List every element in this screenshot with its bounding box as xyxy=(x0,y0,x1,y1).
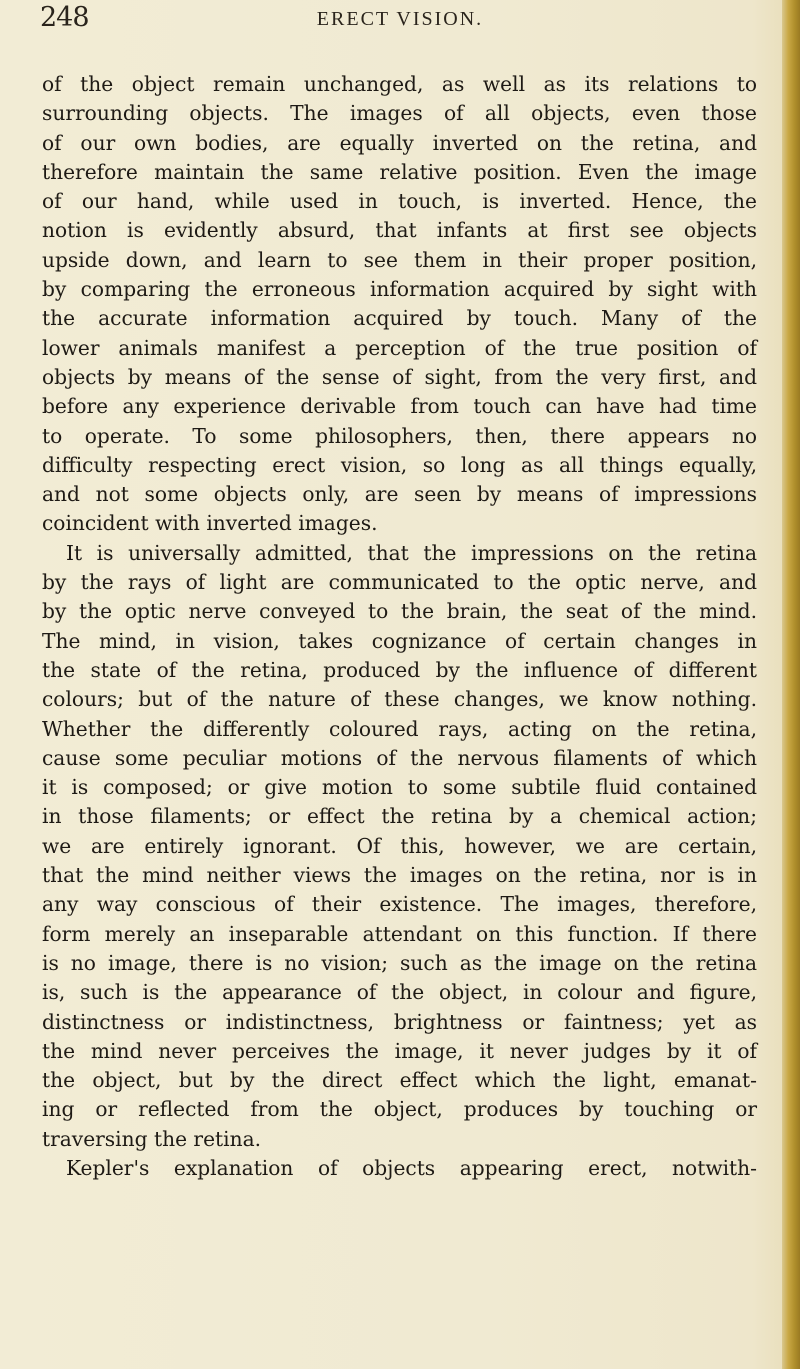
text-line: by comparing the erroneous information acquired by sight with xyxy=(42,277,757,302)
text-line: the object, but by the direct effect which the light, emanat- xyxy=(42,1068,757,1093)
text-line: the mind never perceives the image, it never judges by it of xyxy=(42,1038,757,1063)
text-line-paragraph-end: coincident with inverted images. xyxy=(42,511,378,536)
text-line: to operate. To some philosophers, then, there appears no xyxy=(42,423,757,448)
text-line: is no image, there is no vision; such as the image on the retina xyxy=(42,950,757,975)
text-line-paragraph-start: It is universally admitted, that the impressions on the retina xyxy=(66,540,757,565)
text-line: we are entirely ignorant. Of this, however, we are certain, xyxy=(42,833,757,858)
page-header xyxy=(40,2,760,42)
text-line: distinctness or indistinctness, brightness or faintness; yet as xyxy=(42,1009,757,1034)
text-line: and not some objects only, are seen by means of impressions xyxy=(42,482,757,507)
text-line: The mind, in vision, takes cognizance of certain changes in xyxy=(42,628,757,653)
text-line: colours; but of the nature of these changes, we know nothing. xyxy=(42,687,757,712)
text-line: Whether the differently coloured rays, acting on the retina, xyxy=(42,716,757,741)
text-line: objects by means of the sense of sight, from the very first, and xyxy=(42,364,757,389)
text-line: surrounding objects. The images of all objects, even those xyxy=(42,101,757,126)
text-line-paragraph-start: Kepler's explanation of objects appearing erect, notwith- xyxy=(66,1155,757,1180)
text-line: ing or reflected from the object, produces by touching or xyxy=(42,1097,757,1122)
text-line: difficulty respecting erect vision, so long as all things equally, xyxy=(42,452,757,477)
text-line: any way conscious of their existence. The images, therefore, xyxy=(42,892,757,917)
text-line: of our own bodies, are equally inverted on the retina, and xyxy=(42,130,757,155)
page-edge xyxy=(782,0,800,1369)
text-line: before any experience derivable from touch can have had time xyxy=(42,394,757,419)
text-line: cause some peculiar motions of the nervous filaments of which xyxy=(42,745,757,770)
body-text xyxy=(42,70,757,1183)
text-line: form merely an inseparable attendant on this function. If there xyxy=(42,921,757,946)
text-line: of our hand, while used in touch, is inverted. Hence, the xyxy=(42,189,757,214)
text-line: is, such is the appearance of the object, in colour and figure, xyxy=(42,980,757,1005)
text-line: by the optic nerve conveyed to the brain, the seat of the mind. xyxy=(42,599,757,624)
text-line: in those filaments; or effect the retina by a chemical action; xyxy=(42,804,757,829)
text-line: by the rays of light are communicated to the optic nerve, and xyxy=(42,570,757,595)
running-head: ERECT VISION. xyxy=(316,8,484,30)
text-line: notion is evidently absurd, that infants at first see objects xyxy=(42,218,757,243)
text-line: it is composed; or give motion to some subtile fluid contained xyxy=(42,775,757,800)
text-line: the accurate information acquired by touch. Many of the xyxy=(42,306,757,331)
text-line: upside down, and learn to see them in their proper position, xyxy=(42,247,757,272)
text-line: lower animals manifest a perception of the true position of xyxy=(42,335,757,360)
text-line: that the mind neither views the images on the retina, nor is in xyxy=(42,863,757,888)
text-line: therefore maintain the same relative position. Even the image xyxy=(42,159,757,184)
page-number: 248 xyxy=(40,2,89,33)
text-line: the state of the retina, produced by the influence of different xyxy=(42,657,757,682)
text-line-paragraph-end: traversing the retina. xyxy=(42,1126,262,1151)
text-line: of the object remain unchanged, as well as its relations to xyxy=(42,72,757,96)
